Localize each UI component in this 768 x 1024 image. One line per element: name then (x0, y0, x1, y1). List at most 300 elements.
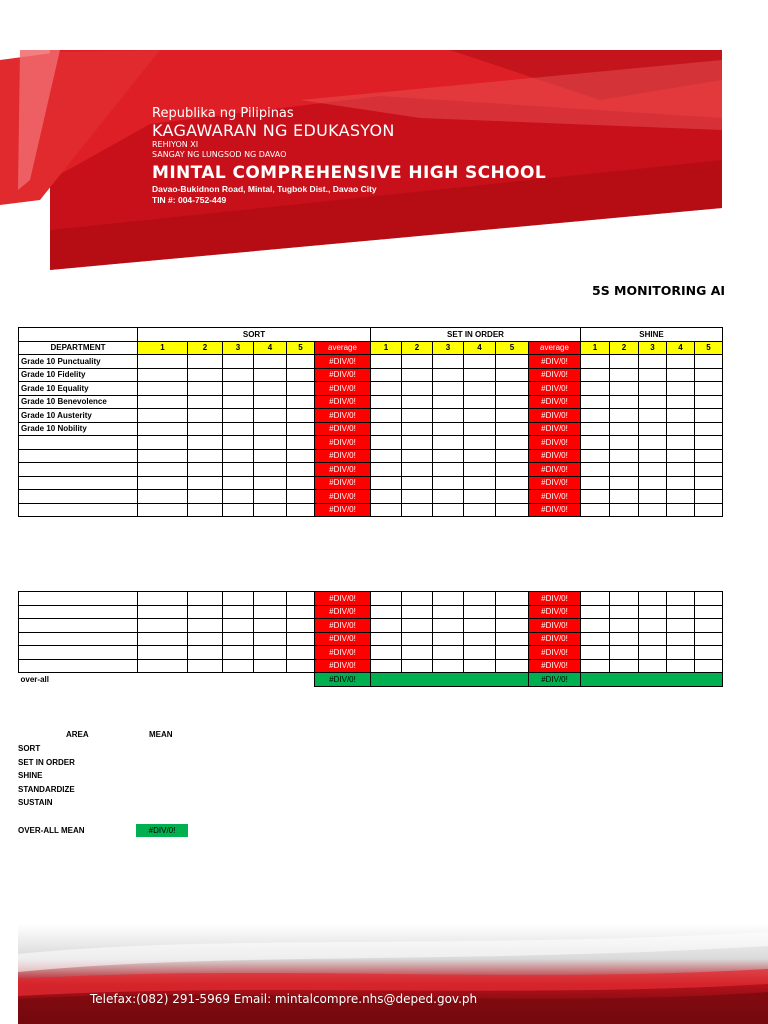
score-cell (188, 355, 223, 369)
average-cell: #DIV/0! (315, 382, 371, 396)
score-cell (138, 632, 188, 646)
score-cell (254, 503, 287, 517)
score-cell (287, 422, 315, 436)
score-cell (402, 646, 433, 660)
score-cell (433, 632, 464, 646)
group-header-row (19, 328, 723, 342)
score-cell (433, 592, 464, 606)
score-cell (188, 368, 223, 382)
overall-average-cell: #DIV/0! (529, 673, 581, 687)
score-cell (639, 436, 667, 450)
average-cell: #DIV/0! (529, 409, 581, 423)
area-item: SET IN ORDER (18, 758, 75, 767)
score-cell (223, 463, 254, 477)
score-header: 2 (610, 341, 639, 355)
score-cell (667, 368, 695, 382)
table-row (19, 436, 723, 450)
score-cell (287, 659, 315, 673)
score-header-row (19, 341, 723, 355)
average-cell: #DIV/0! (529, 368, 581, 382)
area-item: SHINE (18, 771, 43, 780)
average-cell: #DIV/0! (529, 490, 581, 504)
score-cell (610, 592, 639, 606)
score-cell (287, 646, 315, 660)
score-cell (188, 422, 223, 436)
monitoring-table-continued (18, 591, 723, 687)
average-cell: #DIV/0! (529, 355, 581, 369)
score-cell (138, 503, 188, 517)
score-cell (464, 395, 496, 409)
average-cell: #DIV/0! (315, 619, 371, 633)
mean-header: MEAN (149, 730, 173, 739)
score-cell (254, 355, 287, 369)
score-cell (287, 490, 315, 504)
score-cell (667, 382, 695, 396)
overall-label: over-all (19, 673, 315, 687)
score-cell (639, 449, 667, 463)
department-cell (19, 646, 138, 660)
average-cell: #DIV/0! (529, 463, 581, 477)
average-cell: #DIV/0! (315, 476, 371, 490)
score-cell (496, 382, 529, 396)
score-cell (433, 436, 464, 450)
department-cell (19, 592, 138, 606)
score-cell (433, 355, 464, 369)
score-cell (667, 436, 695, 450)
score-cell (695, 659, 723, 673)
score-header: 1 (581, 341, 610, 355)
score-cell (610, 490, 639, 504)
table-row (19, 476, 723, 490)
score-cell (464, 476, 496, 490)
average-cell: #DIV/0! (529, 422, 581, 436)
score-cell (254, 490, 287, 504)
score-cell (581, 409, 610, 423)
score-cell (695, 605, 723, 619)
score-cell (371, 395, 402, 409)
score-cell (496, 592, 529, 606)
score-cell (610, 422, 639, 436)
score-cell (223, 436, 254, 450)
score-cell (464, 646, 496, 660)
footer-contact: Telefax:(082) 291-5969 Email: mintalcompre.nhs@deped.gov.ph (90, 992, 478, 1006)
area-item: STANDARDIZE (18, 785, 75, 794)
score-cell (639, 476, 667, 490)
score-cell (496, 605, 529, 619)
table-row (19, 592, 723, 606)
score-cell (639, 605, 667, 619)
score-cell (496, 632, 529, 646)
average-cell: #DIV/0! (315, 659, 371, 673)
department-cell (19, 449, 138, 463)
average-cell: #DIV/0! (529, 592, 581, 606)
score-cell (254, 463, 287, 477)
score-cell (695, 463, 723, 477)
score-cell (639, 592, 667, 606)
score-cell (138, 409, 188, 423)
average-cell: #DIV/0! (529, 632, 581, 646)
department-cell: Grade 10 Punctuality (19, 355, 138, 369)
score-cell (188, 395, 223, 409)
score-header: 4 (254, 341, 287, 355)
score-cell (223, 382, 254, 396)
score-cell (254, 422, 287, 436)
score-cell (639, 368, 667, 382)
score-cell (695, 503, 723, 517)
score-cell (610, 368, 639, 382)
division-label: SANGAY NG LUNGSOD NG DAVAO (152, 150, 287, 159)
score-cell (667, 632, 695, 646)
average-cell: #DIV/0! (315, 632, 371, 646)
republic-label: Republika ng Pilipinas (152, 106, 294, 121)
score-cell (188, 646, 223, 660)
score-cell (371, 449, 402, 463)
score-cell (223, 476, 254, 490)
score-cell (138, 592, 188, 606)
score-cell (464, 592, 496, 606)
score-cell (371, 355, 402, 369)
score-cell (581, 463, 610, 477)
department-cell: Grade 10 Austerity (19, 409, 138, 423)
score-cell (667, 409, 695, 423)
header-text (152, 106, 546, 206)
score-cell (695, 395, 723, 409)
score-cell (287, 619, 315, 633)
score-cell (371, 503, 402, 517)
average-cell: #DIV/0! (315, 463, 371, 477)
school-tin: TIN #: 004-752-449 (152, 195, 227, 205)
score-cell (610, 463, 639, 477)
group-header-set-in-order: SET IN ORDER (371, 328, 581, 342)
score-cell (610, 395, 639, 409)
score-cell (639, 490, 667, 504)
score-cell (287, 395, 315, 409)
score-cell (371, 490, 402, 504)
score-cell (581, 659, 610, 673)
department-cell (19, 476, 138, 490)
score-cell (667, 476, 695, 490)
score-cell (223, 490, 254, 504)
score-header: 3 (639, 341, 667, 355)
score-cell (223, 503, 254, 517)
score-cell (254, 395, 287, 409)
overall-mean-label: OVER-ALL MEAN (18, 826, 85, 835)
score-cell (433, 368, 464, 382)
average-header: average (315, 341, 371, 355)
score-cell (667, 490, 695, 504)
table-row (19, 382, 723, 396)
score-cell (695, 476, 723, 490)
score-cell (254, 605, 287, 619)
score-cell (496, 436, 529, 450)
overall-average-cell: #DIV/0! (315, 673, 371, 687)
score-cell (188, 382, 223, 396)
table-row (19, 646, 723, 660)
score-cell (695, 619, 723, 633)
score-cell (667, 659, 695, 673)
score-cell (254, 632, 287, 646)
score-cell (610, 632, 639, 646)
score-cell (223, 619, 254, 633)
score-cell (464, 382, 496, 396)
department-cell (19, 436, 138, 450)
score-header: 1 (138, 341, 188, 355)
score-cell (667, 605, 695, 619)
table-row (19, 463, 723, 477)
score-cell (610, 449, 639, 463)
average-cell: #DIV/0! (315, 368, 371, 382)
corner-cell (19, 328, 138, 342)
score-cell (402, 632, 433, 646)
average-cell: #DIV/0! (529, 395, 581, 409)
score-cell (254, 619, 287, 633)
score-cell (371, 592, 402, 606)
score-cell (371, 422, 402, 436)
score-cell (695, 382, 723, 396)
score-cell (287, 592, 315, 606)
score-cell (254, 646, 287, 660)
score-cell (496, 395, 529, 409)
score-cell (402, 659, 433, 673)
score-cell (188, 592, 223, 606)
score-cell (610, 355, 639, 369)
score-cell (287, 382, 315, 396)
score-cell (581, 395, 610, 409)
score-cell (464, 368, 496, 382)
score-cell (581, 646, 610, 660)
score-cell (254, 659, 287, 673)
score-header: 5 (695, 341, 723, 355)
score-cell (287, 436, 315, 450)
score-cell (667, 422, 695, 436)
monitoring-table (18, 327, 723, 517)
table-row (19, 449, 723, 463)
table-row (19, 368, 723, 382)
average-cell: #DIV/0! (529, 605, 581, 619)
score-header: 3 (433, 341, 464, 355)
score-cell (188, 619, 223, 633)
department-cell: Grade 10 Equality (19, 382, 138, 396)
department-cell (19, 632, 138, 646)
score-cell (371, 619, 402, 633)
score-cell (188, 449, 223, 463)
score-cell (581, 422, 610, 436)
average-cell: #DIV/0! (315, 605, 371, 619)
table-row (19, 632, 723, 646)
score-cell (433, 409, 464, 423)
score-cell (402, 476, 433, 490)
score-cell (496, 449, 529, 463)
score-cell (610, 409, 639, 423)
score-cell (254, 436, 287, 450)
overall-fill-cell (371, 673, 529, 687)
score-cell (496, 355, 529, 369)
average-cell: #DIV/0! (529, 436, 581, 450)
area-item: SUSTAIN (18, 798, 53, 807)
score-cell (254, 368, 287, 382)
score-cell (639, 632, 667, 646)
score-cell (610, 503, 639, 517)
score-cell (695, 409, 723, 423)
score-cell (138, 422, 188, 436)
department-cell: Grade 10 Benevolence (19, 395, 138, 409)
score-cell (581, 355, 610, 369)
score-cell (581, 449, 610, 463)
score-header: 5 (287, 341, 315, 355)
score-header: 1 (371, 341, 402, 355)
score-cell (610, 476, 639, 490)
group-header-sort: SORT (138, 328, 371, 342)
score-cell (433, 463, 464, 477)
score-cell (695, 436, 723, 450)
overall-mean-value: #DIV/0! (136, 824, 188, 837)
score-cell (695, 632, 723, 646)
score-cell (610, 619, 639, 633)
score-cell (667, 503, 695, 517)
score-cell (402, 503, 433, 517)
score-cell (639, 422, 667, 436)
score-cell (223, 592, 254, 606)
score-cell (223, 449, 254, 463)
score-cell (433, 646, 464, 660)
score-cell (433, 619, 464, 633)
score-cell (695, 592, 723, 606)
score-cell (402, 592, 433, 606)
area-item: SORT (18, 744, 41, 753)
score-cell (581, 632, 610, 646)
score-cell (287, 503, 315, 517)
score-cell (464, 449, 496, 463)
score-cell (667, 592, 695, 606)
score-cell (464, 605, 496, 619)
score-cell (402, 382, 433, 396)
score-cell (464, 463, 496, 477)
table-row (19, 490, 723, 504)
score-cell (667, 449, 695, 463)
table-row (19, 395, 723, 409)
score-cell (695, 355, 723, 369)
score-cell (433, 395, 464, 409)
score-cell (667, 395, 695, 409)
score-cell (464, 490, 496, 504)
region-label: REHIYON XI (152, 140, 199, 149)
score-cell (138, 490, 188, 504)
overall-row (19, 673, 723, 687)
score-cell (371, 436, 402, 450)
score-cell (188, 476, 223, 490)
score-cell (464, 355, 496, 369)
average-header: average (529, 341, 581, 355)
score-cell (667, 646, 695, 660)
overall-fill-cell (581, 673, 723, 687)
table-row (19, 355, 723, 369)
area-header: AREA (66, 730, 89, 739)
score-cell (223, 409, 254, 423)
score-cell (433, 503, 464, 517)
average-cell: #DIV/0! (529, 646, 581, 660)
score-cell (667, 355, 695, 369)
score-cell (581, 476, 610, 490)
score-cell (223, 659, 254, 673)
score-cell (138, 659, 188, 673)
score-header: 5 (496, 341, 529, 355)
score-cell (581, 436, 610, 450)
score-cell (188, 409, 223, 423)
score-cell (402, 619, 433, 633)
score-cell (496, 476, 529, 490)
score-cell (496, 422, 529, 436)
department-cell (19, 605, 138, 619)
score-cell (433, 605, 464, 619)
score-cell (581, 619, 610, 633)
average-cell: #DIV/0! (315, 592, 371, 606)
score-cell (464, 436, 496, 450)
score-cell (496, 646, 529, 660)
score-cell (223, 355, 254, 369)
score-cell (287, 409, 315, 423)
score-cell (138, 382, 188, 396)
score-header: 2 (188, 341, 223, 355)
score-cell (402, 409, 433, 423)
score-cell (695, 646, 723, 660)
score-cell (639, 619, 667, 633)
score-cell (464, 503, 496, 517)
score-cell (371, 646, 402, 660)
score-cell (287, 476, 315, 490)
score-cell (223, 646, 254, 660)
score-cell (402, 355, 433, 369)
score-header: 4 (667, 341, 695, 355)
score-cell (610, 646, 639, 660)
score-cell (223, 422, 254, 436)
score-cell (138, 463, 188, 477)
score-cell (639, 659, 667, 673)
group-header-shine: SHINE (581, 328, 723, 342)
table-row (19, 605, 723, 619)
average-cell: #DIV/0! (315, 449, 371, 463)
footer-banner (18, 924, 768, 1024)
score-cell (223, 605, 254, 619)
score-cell (223, 395, 254, 409)
score-cell (695, 368, 723, 382)
score-cell (639, 646, 667, 660)
score-cell (254, 592, 287, 606)
score-cell (695, 449, 723, 463)
score-cell (610, 436, 639, 450)
score-cell (433, 422, 464, 436)
score-cell (138, 449, 188, 463)
score-cell (254, 476, 287, 490)
score-cell (254, 449, 287, 463)
score-cell (581, 382, 610, 396)
score-cell (695, 490, 723, 504)
average-cell: #DIV/0! (315, 490, 371, 504)
table-row (19, 503, 723, 517)
score-cell (402, 422, 433, 436)
score-cell (254, 409, 287, 423)
score-cell (138, 476, 188, 490)
score-cell (695, 422, 723, 436)
score-header: 4 (464, 341, 496, 355)
score-cell (223, 368, 254, 382)
score-cell (581, 368, 610, 382)
score-cell (371, 659, 402, 673)
table-row (19, 659, 723, 673)
score-cell (371, 368, 402, 382)
score-cell (402, 463, 433, 477)
score-cell (496, 503, 529, 517)
school-name: MINTAL COMPREHENSIVE HIGH SCHOOL (152, 163, 547, 183)
